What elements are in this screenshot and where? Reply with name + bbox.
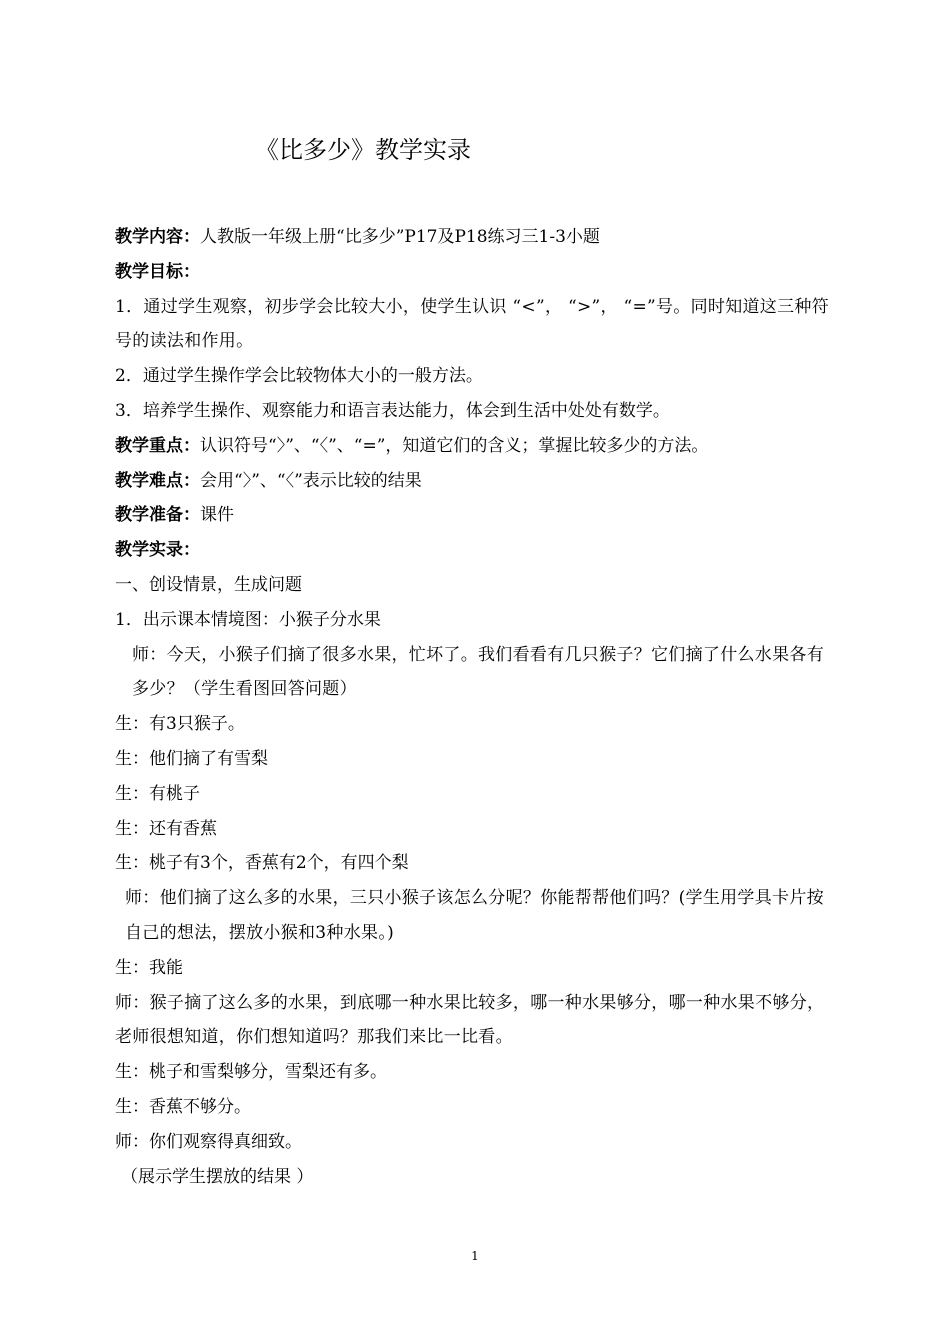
document-body <box>115 220 840 1194</box>
teacher-line-1: 师：今天，小猴子们摘了很多水果，忙坏了。我们看看有几只猴子？它们摘了什么水果各有多少？（学生看图回答问题） <box>132 644 824 700</box>
content-line <box>115 220 840 255</box>
note-line-1: （展示学生摆放的结果 ） <box>121 1166 314 1187</box>
key-text: 认识符号“〉”、“〈”、“=”，知道它们的含义；掌握比较多少的方法。 <box>200 435 709 456</box>
goals-label: 教学目标： <box>115 261 200 282</box>
goal-2: 2．通过学生操作学会比较物体大小的一般方法。 <box>115 366 483 387</box>
student-line-5: 生：桃子有3个，香蕉有2个，有四个梨 <box>115 853 409 874</box>
prep-label: 教学准备： <box>115 505 200 526</box>
content-label: 教学内容： <box>115 227 200 247</box>
key-line <box>115 429 840 464</box>
difficulty-text: 会用“〉”、“〈”表示比较的结果 <box>200 470 422 491</box>
teacher-line-4: 师：你们观察得真细致。 <box>115 1131 302 1152</box>
goal-1: 1．通过学生观察，初步学会比较大小，使学生认识 “<”， “>”， “=”号。同时知道这三种符号的读法和作用。 <box>115 296 830 352</box>
student-line-7: 生：桃子和雪梨够分，雪梨还有多。 <box>115 1062 387 1083</box>
student-line-8: 生：香蕉不够分。 <box>115 1096 251 1117</box>
difficulty-label: 教学难点： <box>115 470 200 491</box>
step-1: 1．出示课本情境图：小猴子分水果 <box>115 609 381 630</box>
student-line-6: 生：我能 <box>115 957 183 978</box>
prep-text: 课件 <box>200 505 234 526</box>
content-text: 人教版一年级上册“比多少”P17及P18练习三1-3小题 <box>200 227 600 247</box>
record-label: 教学实录： <box>115 540 200 561</box>
prep-line <box>115 498 840 533</box>
student-line-2: 生：他们摘了有雪梨 <box>115 748 268 769</box>
teacher-line-2: 师：他们摘了这么多的水果，三只小猴子该怎么分呢？你能帮帮他们吗？(学生用学具卡片按自己的想法，摆放小猴和3种水果。) <box>125 888 824 943</box>
section-heading: 一、创设情景，生成问题 <box>115 574 302 595</box>
document-title: 《比多少》教学实录 <box>255 136 471 164</box>
difficulty-line <box>115 464 840 499</box>
student-line-3: 生：有桃子 <box>115 783 200 804</box>
student-line-1: 生：有3只猴子。 <box>115 714 245 735</box>
record-line <box>115 533 840 568</box>
teacher-line-3: 师：猴子摘了这么多的水果，到底哪一种水果比较多，哪一种水果够分，哪一种水果不够分，老师很想知道，你们想知道吗？那我们来比一比看。 <box>115 992 825 1048</box>
key-label: 教学重点： <box>115 435 200 456</box>
goal-3: 3．培养学生操作、观察能力和语言表达能力，体会到生活中处处有数学。 <box>115 400 670 421</box>
page-number: 1 <box>471 1249 479 1263</box>
student-line-4: 生：还有香蕉 <box>115 818 217 839</box>
goals-line <box>115 255 840 290</box>
